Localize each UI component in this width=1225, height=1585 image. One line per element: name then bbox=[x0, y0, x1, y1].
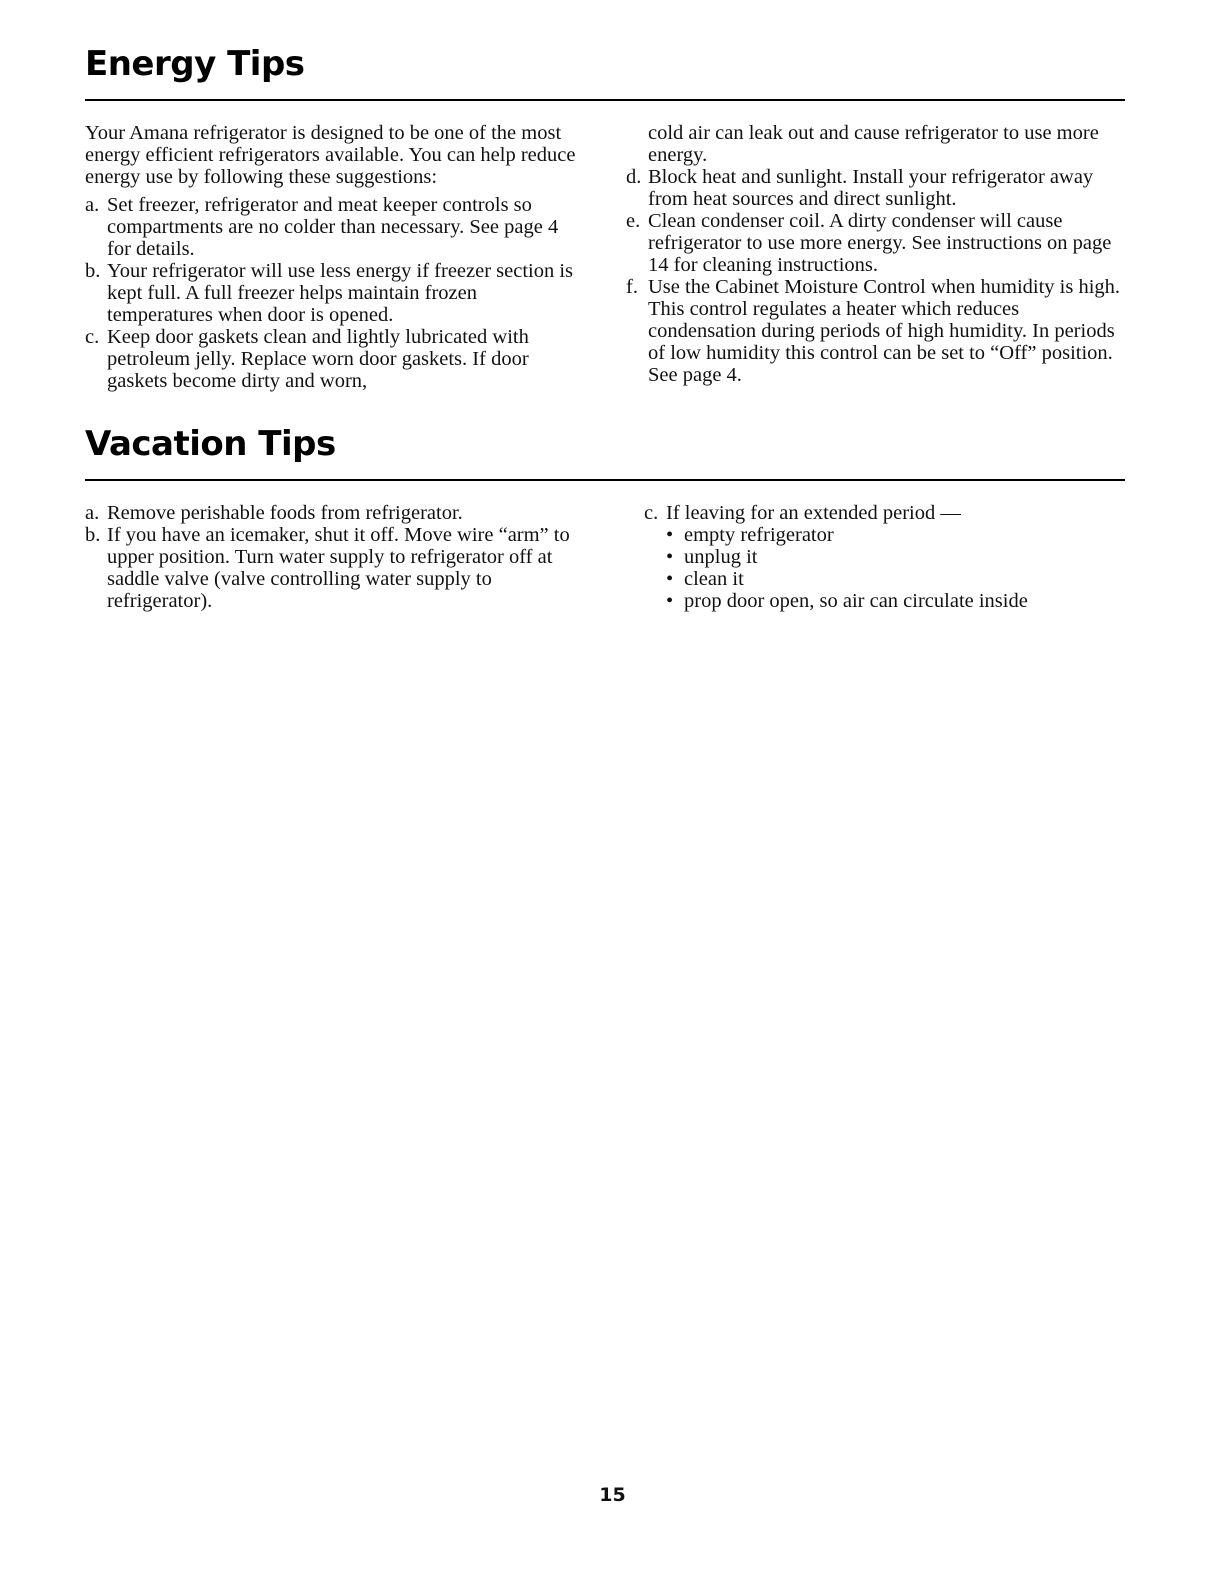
bullet-icon: • bbox=[666, 546, 674, 568]
page-number: 15 bbox=[599, 1484, 626, 1506]
bullet-item bbox=[644, 546, 1124, 568]
bullet-item bbox=[644, 524, 1124, 546]
item-text: Keep door gaskets clean and lightly lubricated with petroleum jelly. Replace worn door gaskets. If door gaskets become dirty and worn, bbox=[107, 326, 529, 392]
item-marker: c. bbox=[644, 502, 659, 524]
energy-item-b bbox=[85, 260, 585, 326]
item-text: Use the Cabinet Moisture Control when humidity is high. This control regulates a heater which reduces condensation during periods of high humidity. In periods of low humidity this control can be set to “Off” position. See page 4. bbox=[648, 276, 1121, 386]
item-marker: a. bbox=[85, 502, 100, 524]
energy-tips-rule bbox=[85, 99, 1125, 101]
bullet-text: empty refrigerator bbox=[684, 524, 834, 546]
energy-item-d bbox=[626, 166, 1126, 210]
energy-item-a bbox=[85, 194, 585, 260]
item-text: Clean condenser coil. A dirty condenser will cause refrigerator to use more energy. See instructions on page 14 for cleaning instructions. bbox=[648, 210, 1112, 276]
item-marker: e. bbox=[626, 210, 641, 232]
energy-right-column bbox=[626, 122, 1126, 386]
vacation-tips-heading: Vacation Tips bbox=[85, 424, 336, 464]
item-text: If leaving for an extended period — bbox=[666, 502, 961, 524]
item-marker: d. bbox=[626, 166, 642, 188]
vacation-item-a bbox=[85, 502, 585, 524]
item-marker: b. bbox=[85, 260, 101, 282]
item-text: Remove perishable foods from refrigerator. bbox=[107, 502, 463, 524]
vacation-right-column bbox=[644, 502, 1124, 612]
energy-item-c bbox=[85, 326, 585, 392]
item-marker: a. bbox=[85, 194, 100, 216]
item-text: If you have an icemaker, shut it off. Move wire “arm” to upper position. Turn water supply to refrigerator off at saddle valve (valve controlling water supply to refrigerator). bbox=[107, 524, 570, 612]
bullet-item bbox=[644, 568, 1124, 590]
item-marker: c. bbox=[85, 326, 100, 348]
vacation-item-b bbox=[85, 524, 585, 612]
bullet-item bbox=[644, 590, 1124, 612]
bullet-icon: • bbox=[666, 524, 674, 546]
energy-intro: Your Amana refrigerator is designed to be one of the most energy efficient refrigerators available. You can help reduce energy use by following these suggestions: bbox=[85, 122, 576, 188]
energy-item-f bbox=[626, 276, 1126, 386]
item-marker: b. bbox=[85, 524, 101, 546]
bullet-text: prop door open, so air can circulate inside bbox=[684, 590, 1028, 612]
item-text: Set freezer, refrigerator and meat keeper controls so compartments are no colder than necessary. See page 4 for details. bbox=[107, 194, 559, 260]
vacation-tips-rule bbox=[85, 479, 1125, 481]
energy-left-column bbox=[85, 122, 585, 392]
item-marker: f. bbox=[626, 276, 638, 298]
energy-item-c-continued: cold air can leak out and cause refrigerator to use more energy. bbox=[648, 122, 1099, 166]
bullet-icon: • bbox=[666, 590, 674, 612]
vacation-item-c bbox=[644, 502, 1124, 524]
vacation-left-column bbox=[85, 502, 585, 612]
item-text: Block heat and sunlight. Install your refrigerator away from heat sources and direct sunlight. bbox=[648, 166, 1094, 210]
item-text: Your refrigerator will use less energy if freezer section is kept full. A full freezer helps maintain frozen temperatures when door is opened. bbox=[107, 260, 574, 326]
bullet-text: unplug it bbox=[684, 546, 758, 568]
bullet-text: clean it bbox=[684, 568, 744, 590]
energy-item-e bbox=[626, 210, 1126, 276]
bullet-icon: • bbox=[666, 568, 674, 590]
energy-tips-heading: Energy Tips bbox=[85, 44, 305, 84]
